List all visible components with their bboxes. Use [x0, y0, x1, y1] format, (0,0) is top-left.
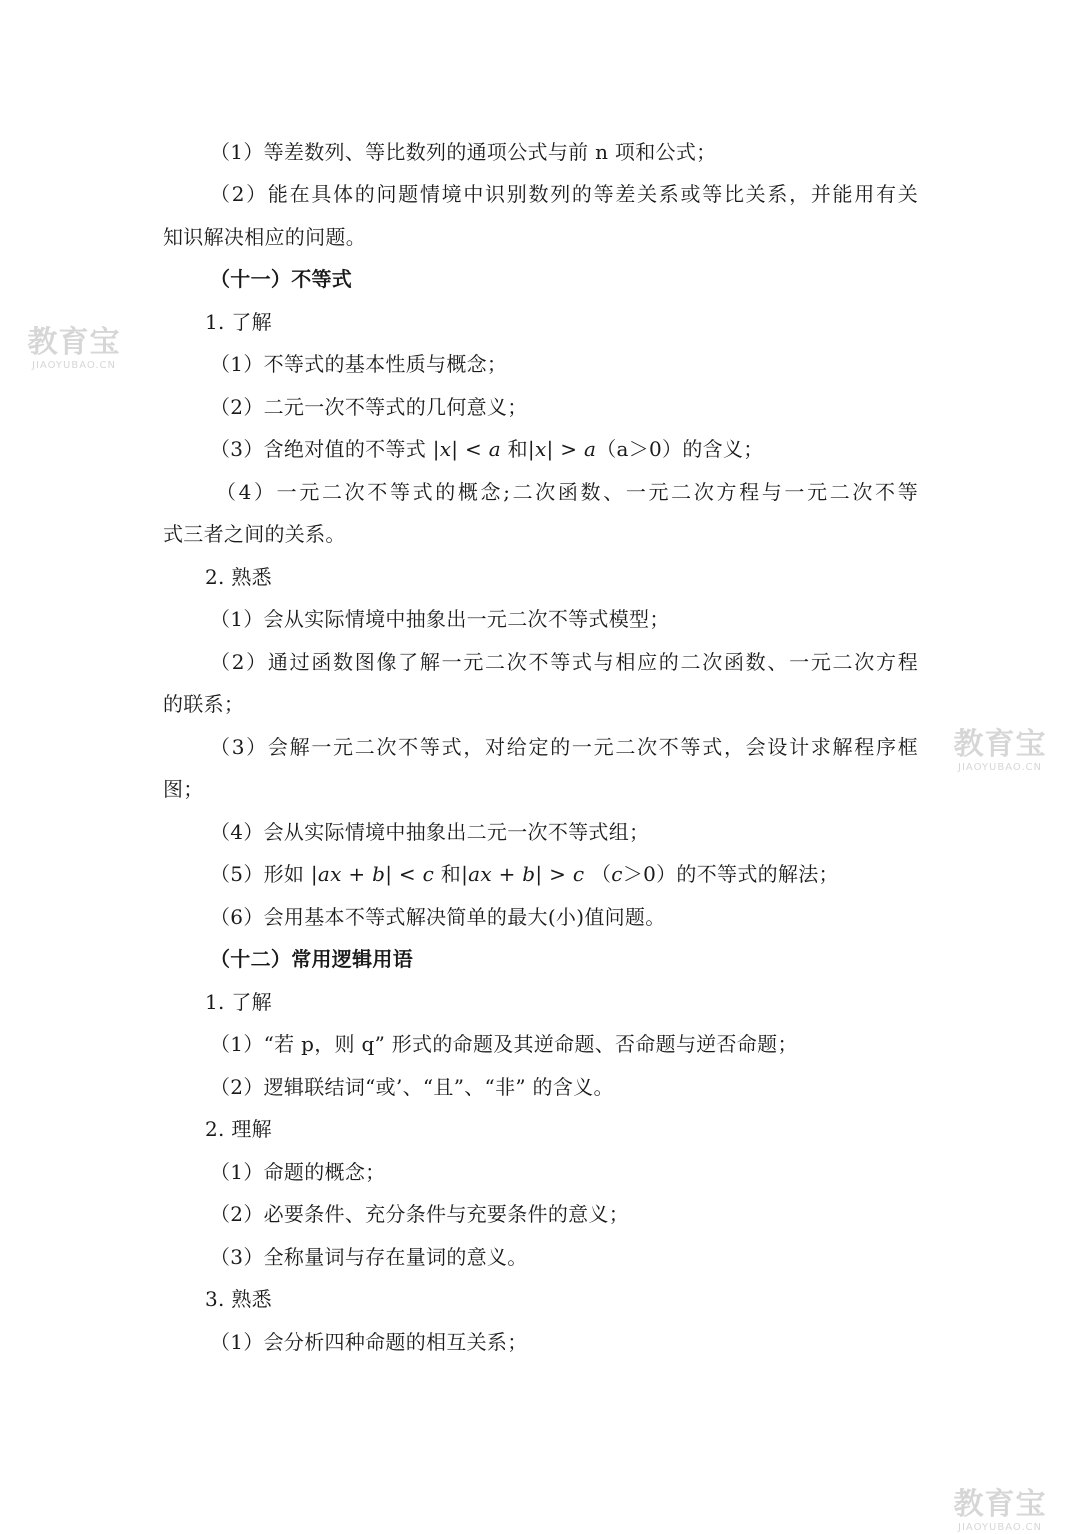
subsection-heading: 2. 熟悉	[205, 565, 272, 589]
math-expression: |ax + b| < c	[310, 862, 435, 886]
watermark-logo-right-middle	[944, 728, 1056, 774]
math-expression: |ax + b| > c	[461, 862, 585, 886]
paragraph-line: （6）会用基本不等式解决简单的最大(小)值问题。	[210, 905, 666, 929]
paragraph-line: （1）命题的概念；	[210, 1160, 386, 1184]
math-expression: c	[611, 862, 623, 886]
paragraph-line: 图；	[163, 777, 204, 801]
paragraph-line: （2）能在具体的问题情境中识别数列的等差关系或等比关系，并能用有关	[210, 182, 918, 206]
text-segment: （	[584, 862, 612, 886]
paragraph-line: （2）逻辑联结词“或’、“且”、“非” 的含义。	[210, 1075, 614, 1099]
paragraph-line-with-math	[210, 435, 764, 463]
watermark-logo-text: 教育宝	[953, 727, 1047, 762]
paragraph-line: 知识解决相应的问题。	[163, 225, 366, 249]
paragraph-line: （1）会从实际情境中抽象出一元二次不等式模型；	[210, 607, 670, 631]
paragraph-line: （2）二元一次不等式的几何意义；	[210, 395, 528, 419]
text-segment: 和	[500, 437, 528, 461]
paragraph-line: （4）会从实际情境中抽象出二元一次不等式组；	[210, 820, 650, 844]
paragraph-line: （1）不等式的基本性质与概念；	[210, 352, 508, 376]
watermark-logo-text: 教育宝	[953, 1487, 1047, 1522]
paragraph-line: （3）会解一元二次不等式，对给定的一元二次不等式，会设计求解程序框	[210, 735, 918, 759]
text-segment: （a＞0）的含义；	[596, 437, 764, 461]
subsection-heading: 2. 理解	[205, 1117, 272, 1141]
math-expression: |x| < a	[432, 437, 501, 461]
watermark-logo-url: JIAOYUBAO.CN	[958, 1522, 1042, 1533]
subsection-heading: 3. 熟悉	[205, 1287, 272, 1311]
paragraph-line: （4）一元二次不等式的概念;二次函数、一元二次方程与一元二次不等	[216, 480, 918, 504]
subsection-heading: 1. 了解	[205, 990, 272, 1014]
paragraph-line: 的联系；	[163, 692, 245, 716]
paragraph-line: （3）全称量词与存在量词的意义。	[210, 1245, 528, 1269]
watermark-logo-url: JIAOYUBAO.CN	[32, 360, 116, 371]
text-segment: ＞0）的不等式的解法；	[622, 862, 839, 886]
paragraph-line: （2）必要条件、充分条件与充要条件的意义；	[210, 1202, 630, 1226]
watermark-logo-url: JIAOYUBAO.CN	[958, 762, 1042, 773]
watermark-logo-right-bottom	[944, 1488, 1056, 1534]
math-expression: |x| > a	[527, 437, 597, 461]
paragraph-line-with-math	[210, 860, 839, 888]
section-heading: （十二）常用逻辑用语	[210, 947, 413, 971]
paragraph-line: （1）会分析四种命题的相互关系；	[210, 1330, 528, 1354]
watermark-logo-text: 教育宝	[27, 325, 121, 360]
paragraph-line: （1）“若 p，则 q” 形式的命题及其逆命题、否命题与逆否命题；	[210, 1032, 798, 1056]
text-segment: 和	[434, 862, 462, 886]
watermark-logo-left	[18, 326, 130, 372]
paragraph-line: （1）等差数列、等比数列的通项公式与前 n 项和公式；	[210, 140, 717, 164]
section-heading: （十一）不等式	[210, 267, 353, 291]
text-segment: （3）含绝对值的不等式	[210, 437, 433, 461]
paragraph-line: （2）通过函数图像了解一元二次不等式与相应的二次函数、一元二次方程	[210, 650, 918, 674]
text-segment: （5）形如	[210, 862, 311, 886]
paragraph-line: 式三者之间的关系。	[163, 522, 346, 546]
subsection-heading: 1. 了解	[205, 310, 272, 334]
